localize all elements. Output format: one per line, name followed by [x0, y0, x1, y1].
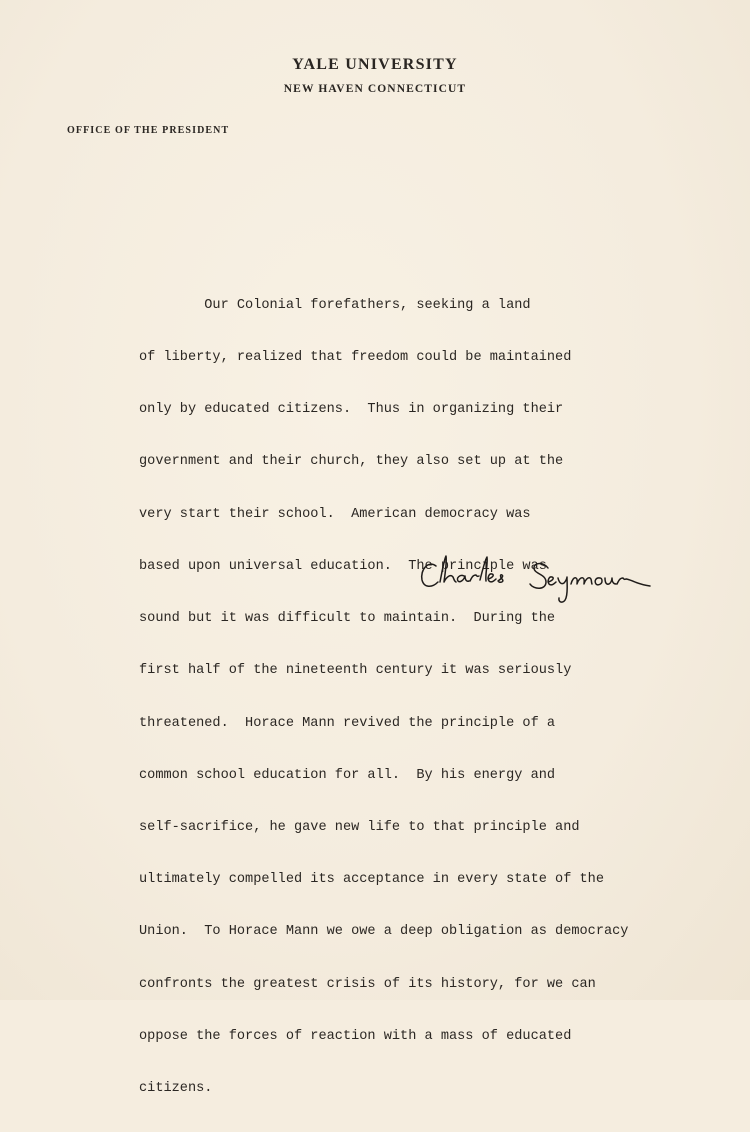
body-line: ultimately compelled its acceptance in every state of the: [139, 872, 604, 888]
body-line: only by educated citizens. Thus in organizing their: [139, 402, 564, 418]
handwritten-signature: [418, 548, 658, 608]
office-heading: OFFICE OF THE PRESIDENT: [67, 125, 230, 136]
body-line: Union. To Horace Mann we owe a deep obligation as democracy: [139, 924, 629, 940]
body-line: Our Colonial forefathers, seeking a land: [139, 297, 531, 313]
body-line: of liberty, realized that freedom could be maintained: [139, 350, 572, 366]
body-line: sound but it was difficult to maintain. During the: [139, 611, 556, 627]
institution-name: YALE UNIVERSITY: [292, 56, 458, 73]
institution-location: NEW HAVEN CONNECTICUT: [283, 83, 467, 95]
body-line: common school education for all. By his energy and: [139, 767, 556, 783]
body-line: threatened. Horace Mann revived the principle of a: [139, 715, 556, 731]
body-line: government and their church, they also set up at the: [139, 454, 564, 470]
body-line: oppose the forces of reaction with a mass of educated: [139, 1028, 572, 1044]
body-line: first half of the nineteenth century it was seriously: [139, 663, 572, 679]
body-line: self-sacrifice, he gave new life to that principle and: [139, 820, 580, 835]
body-line: based upon universal education. The principle was: [139, 558, 547, 574]
letter-body: [139, 262, 669, 1132]
body-line: confronts the greatest crisis of its history, for we can: [139, 976, 596, 992]
body-line: very start their school. American democracy was: [139, 506, 531, 522]
body-line: citizens.: [139, 1081, 213, 1097]
